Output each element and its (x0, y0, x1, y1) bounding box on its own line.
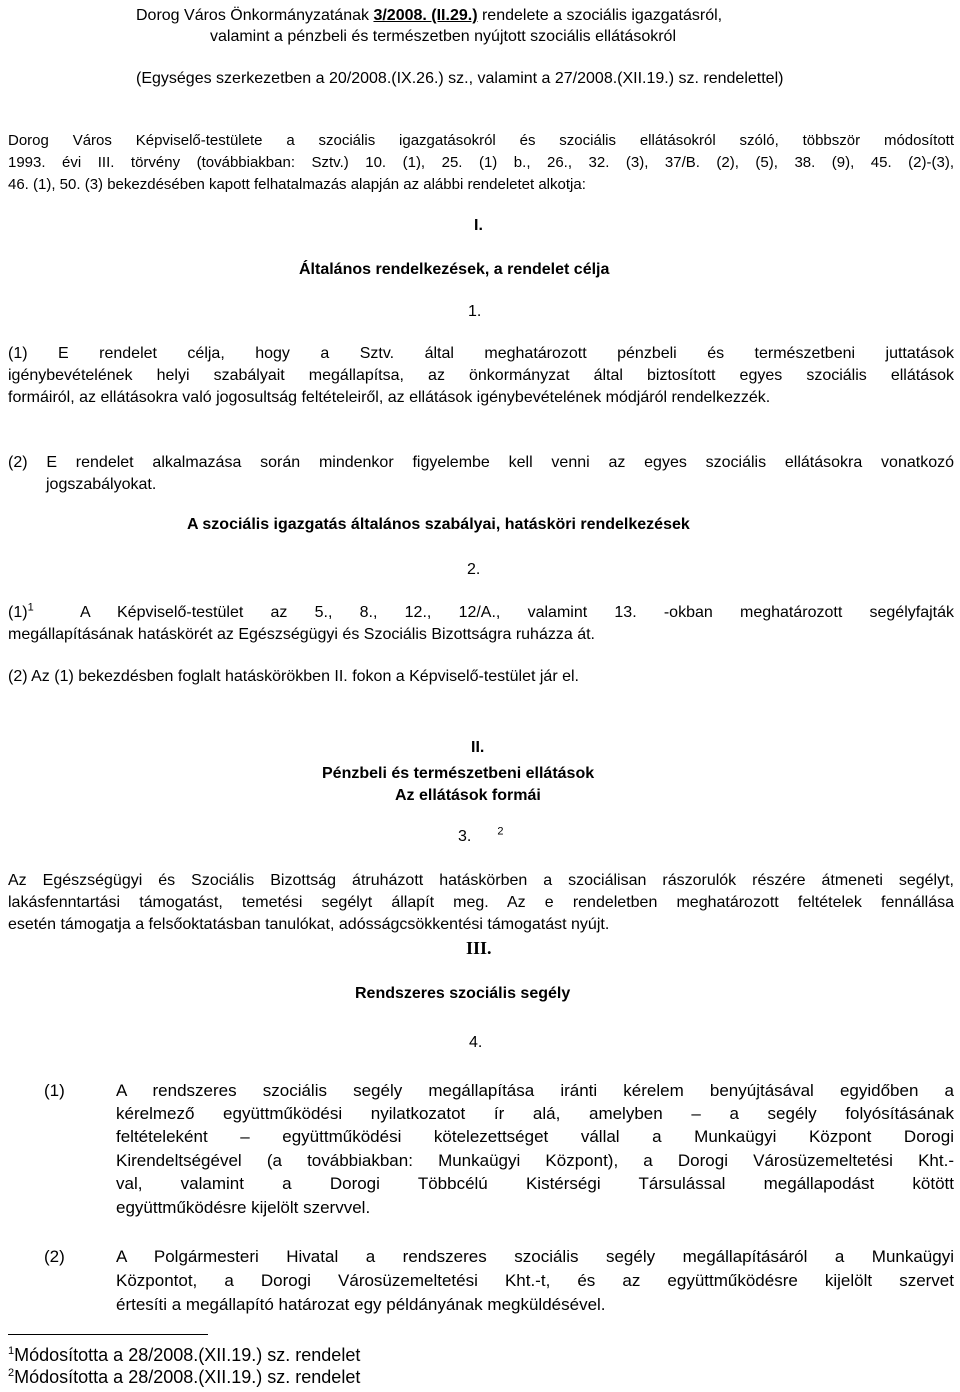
header-suffix: rendelete a szociális igazgatásról, (477, 7, 723, 24)
section-4-number: 4. (469, 1034, 483, 1051)
footnote-1 (8, 1346, 360, 1364)
header-line-1 (136, 8, 722, 24)
s4-p1-line-2: kérelmező együttműködési nyilatkozatot ír alá, amelyben – a segély folyósításának (116, 1104, 954, 1123)
s1-p2-line-1: (2) E rendelet alkalmazása során mindenkor figyelembe kell venni az egyes szociális ellátásokra vonatkozó (8, 454, 954, 471)
footnote-2-num: 2 (8, 1367, 15, 1379)
part-1-roman: I. (474, 217, 483, 234)
decree-number: 3/2008. (II.29.) (373, 7, 478, 24)
part-2-roman: II. (471, 739, 485, 756)
section-1-number: 1. (468, 303, 482, 320)
s4-p1-line-1: A rendszeres szociális segély megállapítása iránti kérelem benyújtásával egyidőben a (116, 1081, 954, 1100)
s3-line-1: Az Egészségügyi és Szociális Bizottság átruházott hatáskörben a szociálisan rászorulók részére átmeneti segélyt, (8, 872, 954, 889)
section-3-num: 3. (458, 828, 472, 845)
s3-line-2: lakásfenntartási támogatást, temetési segélyt állapít meg. Az e rendeletben meghatározott feltételek fennállása (8, 894, 954, 911)
s2-p1-prefix (8, 601, 34, 621)
s4-p1-line-5: val, valamint a Dorogi Többcélú Kistérségi Társulással megállapodást kötött (116, 1174, 954, 1193)
header-line-2: valamint a pénzbeli és természetben nyújtott szociális ellátásokról (210, 28, 677, 45)
s4-p2-line-3: értesíti a megállapító határozat egy példányának megküldésével. (116, 1295, 606, 1314)
s1-p1-line-3: formáiról, az ellátásokra való jogosultság feltételeiről, az ellátások igénybevételének módjáról rendelkezzék. (8, 389, 771, 406)
admin-title: A szociális igazgatás általános szabályai, hatásköri rendelkezések (187, 516, 690, 533)
s4-p1-num: (1) (44, 1081, 65, 1100)
s4-p2-num: (2) (44, 1247, 65, 1266)
s4-p2-line-1: A Polgármesteri Hivatal a rendszeres szociális segély megállapításáról a Munkaügyi (116, 1247, 954, 1266)
footnote-ref-1: 1 (27, 601, 34, 614)
s1-p2-line-2: jogszabályokat. (46, 476, 157, 493)
preamble-line-2: 1993. évi III. törvény (továbbiakban: Sztv.) 10. (1), 25. (1) b., 26., 32. (3), 37/B. (2), (5), 38. (9), 45. (2)-(3), (8, 154, 954, 171)
part-3-title: Rendszeres szociális segély (355, 985, 571, 1002)
footnote-rule (8, 1334, 208, 1335)
part-1-title: Általános rendelkezések, a rendelet célja (299, 261, 610, 278)
s4-p1-line-3: feltételeként – együttműködési kötelezettséget vállal a Munkaügyi Központ Dorogi (116, 1127, 954, 1146)
s2-p1-line-2: megállapításának hatáskörét az Egészségügyi és Szociális Bizottságra ruházza át. (8, 626, 595, 643)
s3-line-3: esetén támogatja a felsőoktatásban tanulókat, adósságcsökkentési támogatást nyújt. (8, 916, 610, 933)
part-2-title: Pénzbeli és természetbeni ellátások (322, 765, 595, 782)
part-3-roman: III. (466, 938, 492, 958)
preamble-line-1: Dorog Város Képviselő-testülete a szociális igazgatásokról és szociális ellátásokról szóló, többször módosított (8, 132, 954, 149)
footnote-2-text: Módosította a 28/2008.(XII.19.) sz. rendelet (14, 1367, 361, 1387)
s2-p2: (2) Az (1) bekezdésben foglalt hatáskörökben II. fokon a Képviselő-testület jár el. (8, 668, 579, 685)
section-2-number: 2. (467, 561, 481, 578)
footnote-2 (8, 1368, 360, 1386)
part-2-subtitle: Az ellátások formái (395, 787, 541, 804)
s1-p1-line-1: (1) E rendelet célja, hogy a Sztv. által meghatározott pénzbeli és természetbeni juttatások (8, 345, 954, 362)
header-prefix: Dorog Város Önkormányzatának (136, 7, 374, 24)
s1-p1-line-2: igénybevételének helyi szabályait megállapítsa, az önkormányzat által biztosított egyes szociális ellátások (8, 367, 954, 384)
footnote-1-num: 1 (8, 1345, 15, 1357)
footnote-1-text: Módosította a 28/2008.(XII.19.) sz. rendelet (14, 1345, 361, 1365)
s2-p1-num: (1) (8, 604, 28, 621)
s4-p1-line-4: Kirendeltségével (a továbbiakban: Munkaügyi Központ), a Dorogi Városüzemeltetési Kht.- (116, 1151, 954, 1170)
section-3-number (458, 825, 504, 845)
s2-p1-line-1: A Képviselő-testület az 5., 8., 12., 12/A., valamint 13. -okban meghatározott segélyfajták (80, 604, 954, 621)
s4-p2-line-2: Központot, a Dorogi Városüzemeltetési Kht.-t, és az együttműködésre kijelölt szervet (116, 1271, 954, 1290)
s4-p1-line-6: együttműködésre kijelölt szervvel. (116, 1198, 371, 1217)
footnote-ref-2: 2 (497, 825, 504, 838)
preamble-line-3: 46. (1), 50. (3) bekezdésében kapott felhatalmazás alapján az alábbi rendeletet alkotja: (8, 176, 586, 193)
header-line-3: (Egységes szerkezetben a 20/2008.(IX.26.) sz., valamint a 27/2008.(XII.19.) sz. rendelettel) (136, 70, 784, 87)
